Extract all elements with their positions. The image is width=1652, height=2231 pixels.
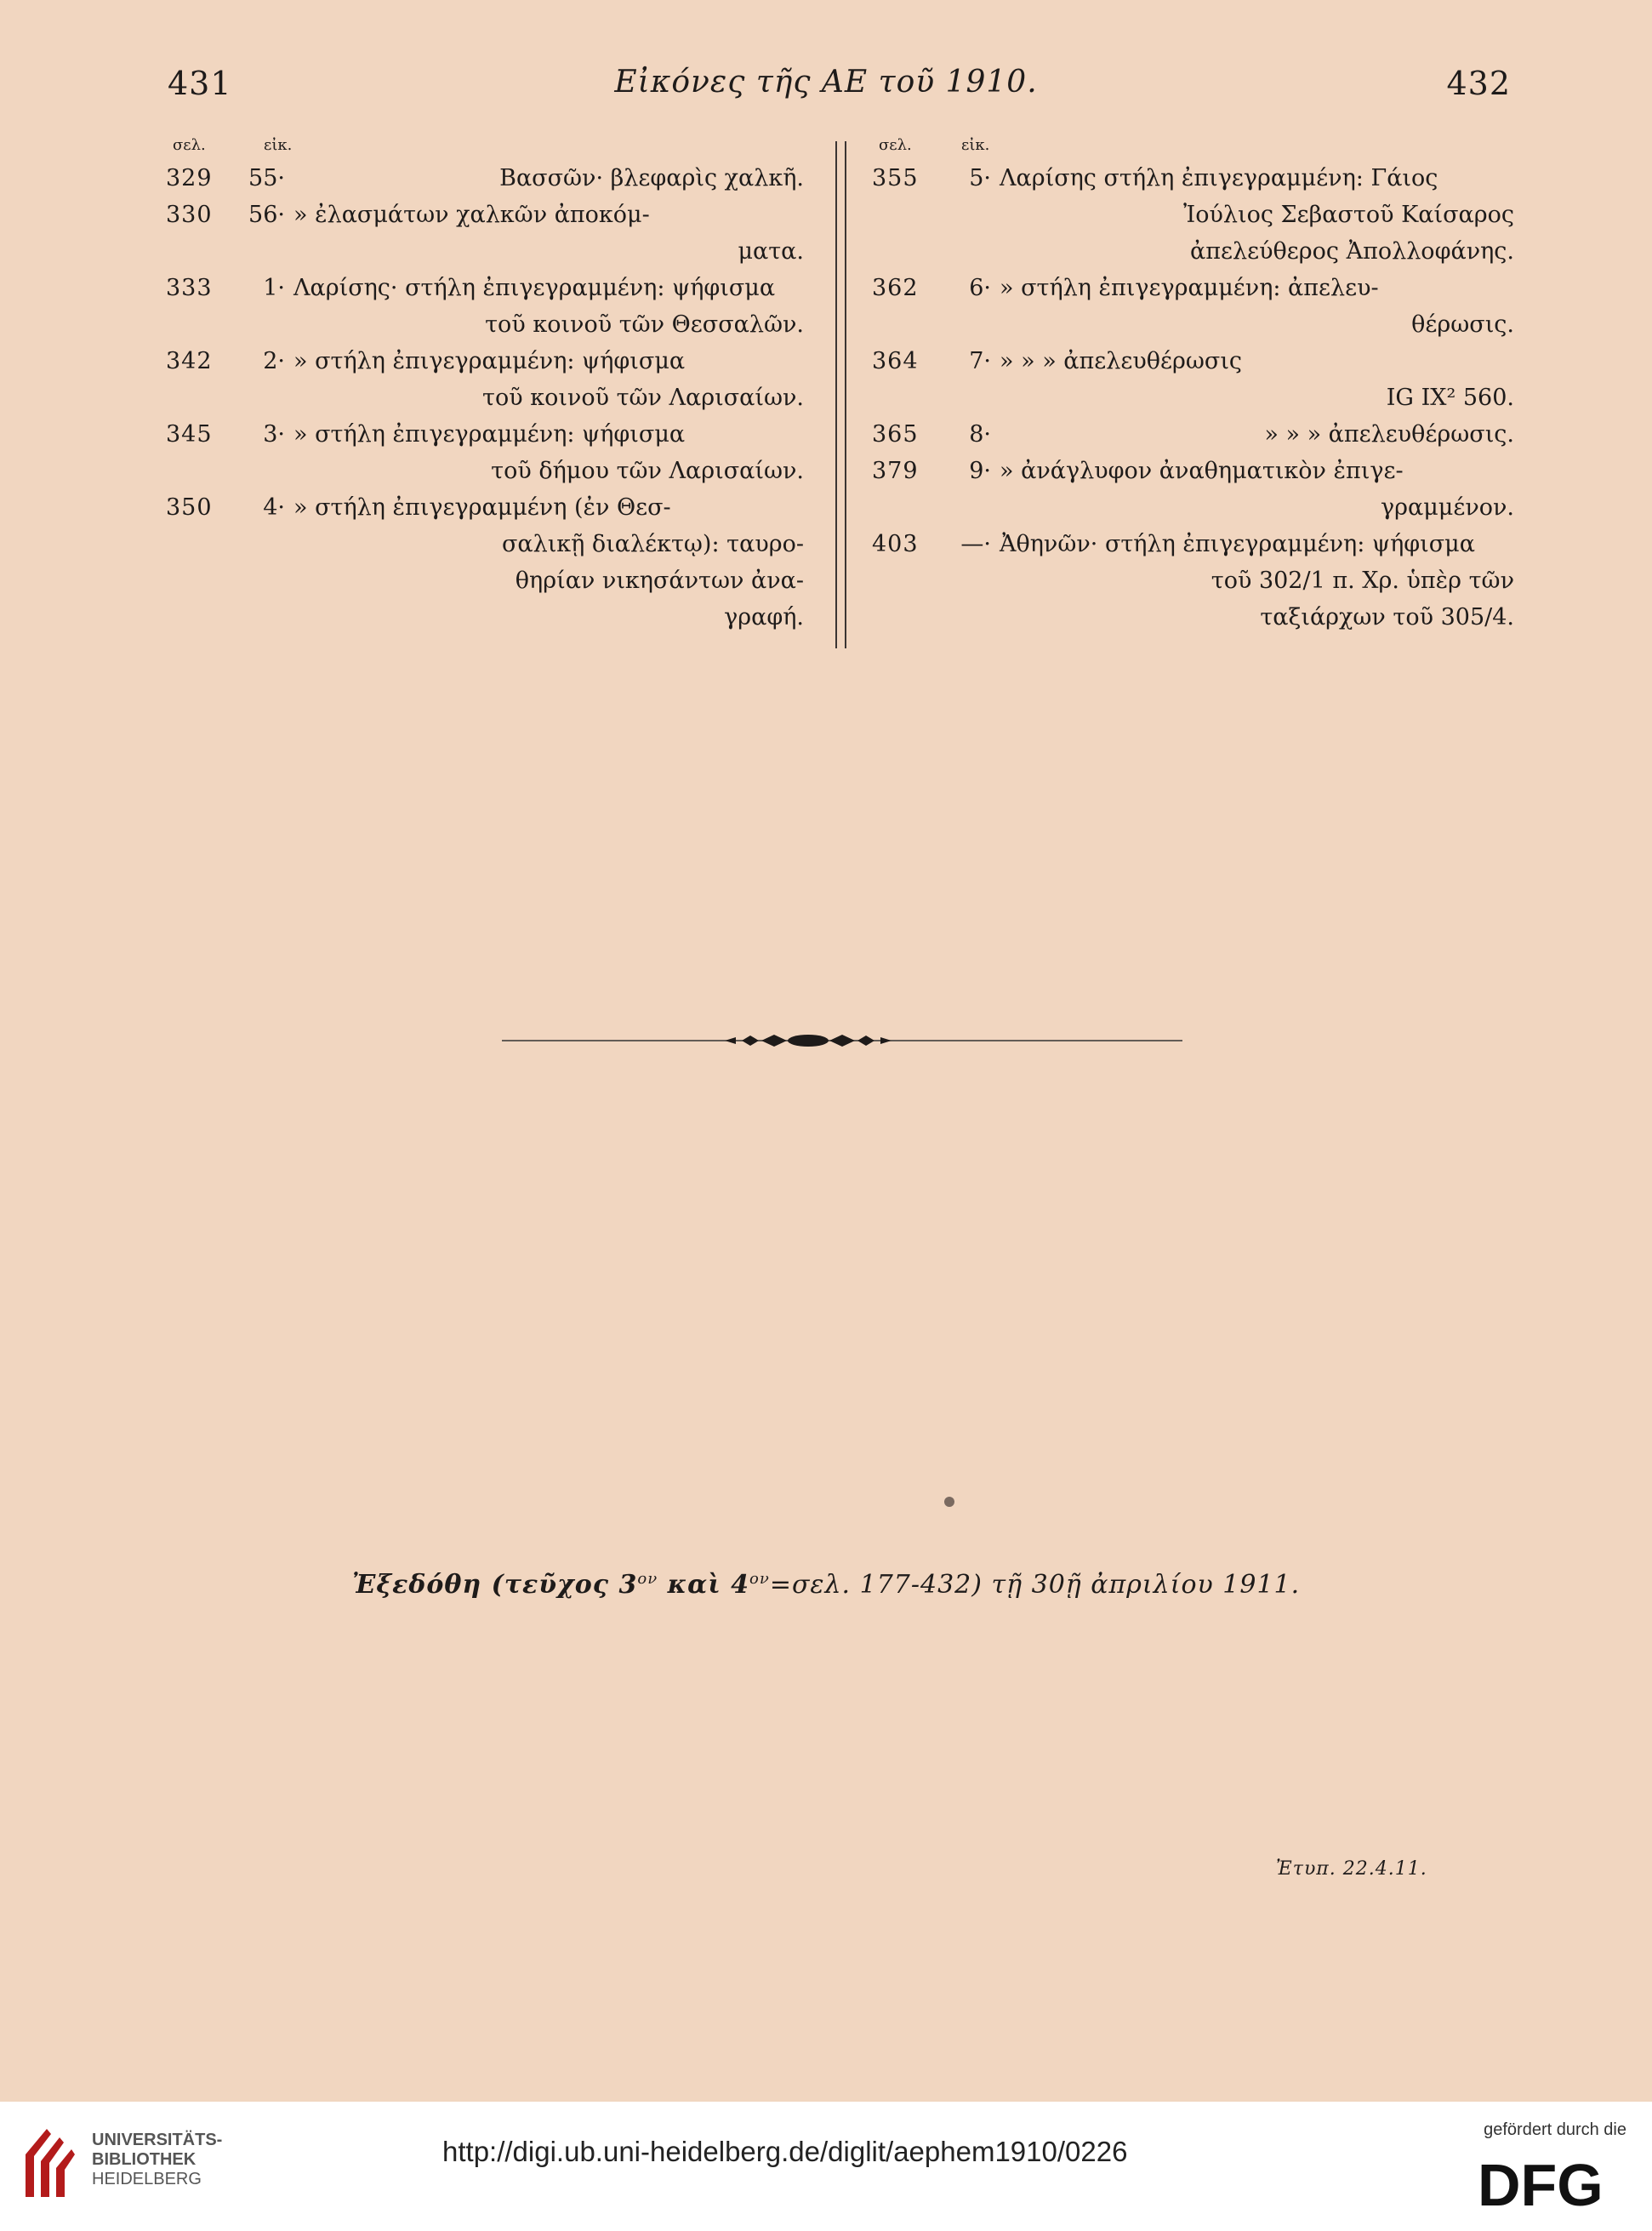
entry-line: τοῦ κοινοῦ τῶν Θεσσαλῶν. [485, 311, 804, 338]
entry-description [293, 197, 804, 270]
entry-line: θέρωσις. [1411, 311, 1514, 338]
index-entry [872, 453, 1514, 526]
entry-figure-number: 7· [969, 348, 991, 374]
entry-line: ἀπελεύθερος Ἀπολλοφάνης. [1190, 238, 1514, 265]
entry-description [293, 489, 804, 636]
entry-page-number: 330 [166, 202, 213, 228]
entry-line: τοῦ 302/1 π. Χρ. ὑπὲρ τῶν [1211, 568, 1514, 594]
entry-line: » στήλη ἐπιγεγραμμένη (ἐν Θεσ- [293, 494, 671, 521]
left-column-header [166, 136, 804, 160]
column-separator [835, 141, 846, 648]
entry-page-number: 364 [872, 348, 919, 374]
entry-description [293, 160, 804, 197]
library-name: UNIVERSITÄTS- BIBLIOTHEK HEIDELBERG [92, 2131, 223, 2188]
entry-line: » ἐλασμάτων χαλκῶν ἀποκόμ- [293, 202, 650, 228]
entry-description [293, 343, 804, 416]
index-entry [872, 526, 1514, 636]
digitization-footer [0, 2102, 1652, 2231]
entry-page-number: 342 [166, 348, 213, 374]
entry-line: » » » ἀπελευθέρωσις. [1264, 421, 1514, 448]
svg-text:DFG: DFG [1478, 2153, 1604, 2212]
entry-line: ταξιάρχων τοῦ 305/4. [1260, 604, 1514, 630]
entry-line: ματα. [738, 238, 804, 265]
index-entry [166, 416, 804, 489]
entry-figure-number: 4· [263, 494, 285, 521]
entry-description [1000, 270, 1514, 343]
index-entry [872, 343, 1514, 416]
funding-label: gefördert durch die [1484, 2120, 1626, 2139]
entry-description [1000, 453, 1514, 526]
index-entry [166, 197, 804, 270]
entry-line: IG IX² 560. [1386, 385, 1514, 411]
index-entry [166, 160, 804, 197]
entry-line: Λαρίσης· στήλη ἐπιγεγραμμένη: ψήφισμα [293, 275, 776, 301]
entry-figure-number: 56· [248, 202, 285, 228]
entry-page-number: 345 [166, 421, 213, 448]
right-page-number: 432 [1446, 65, 1511, 102]
entry-page-number: 329 [166, 165, 213, 191]
entry-figure-number: 8· [969, 421, 991, 448]
entry-line: » ἀνάγλυφον ἀναθηματικὸν ἐπιγε- [1000, 458, 1404, 484]
entry-figure-number: 2· [263, 348, 285, 374]
entry-page-number: 379 [872, 458, 919, 484]
entry-description [1000, 416, 1514, 453]
entry-figure-number: 55· [248, 165, 285, 191]
left-index-column [166, 136, 804, 636]
figure-column-label: εἰκ. [264, 136, 293, 154]
entry-page-number: 403 [872, 531, 919, 557]
entry-line: τοῦ δήμου τῶν Λαρισαίων. [491, 458, 804, 484]
entry-line: Λαρίσης στήλη ἐπιγεγραμμένη: Γάιος [1000, 165, 1438, 191]
index-entry [872, 270, 1514, 343]
index-entry [872, 160, 1514, 270]
entry-description [1000, 343, 1514, 416]
entry-figure-number: 1· [263, 275, 285, 301]
entry-description [1000, 160, 1514, 270]
entry-line: » στήλη ἐπιγεγραμμένη: ψήφισμα [293, 421, 686, 448]
entry-description [293, 270, 804, 343]
index-entry [166, 343, 804, 416]
page-column-label: σελ. [173, 136, 206, 154]
entry-line: τοῦ κοινοῦ τῶν Λαρισαίων. [482, 385, 804, 411]
entry-figure-number: 9· [969, 458, 991, 484]
right-column-header [872, 136, 1514, 160]
entry-line: γραφή. [724, 604, 804, 630]
dfg-logo [1478, 2153, 1626, 2212]
university-library-logo-icon [17, 2120, 77, 2205]
index-entry [872, 416, 1514, 453]
left-page-number: 431 [168, 65, 232, 102]
printer-date: Ἐτυπ. 22.4.11. [1276, 1858, 1427, 1880]
publication-note: Ἐξεδόθη (τεῦχος $3^{o\nu}$ καὶ $4^{o\nu}=\sigma\varepsilon\lambda$. 177-432) τῇ 30ῇ ἀπριλίου 1911. [351, 1570, 1301, 1600]
ornamental-divider [502, 1028, 1182, 1053]
speck [944, 1497, 954, 1507]
entry-figure-number: 5· [969, 165, 991, 191]
entry-page-number: 365 [872, 421, 919, 448]
entry-line: » » » ἀπελευθέρωσις [1000, 348, 1243, 374]
index-entry [166, 270, 804, 343]
entry-line: Βασσῶν· βλεφαρὶς χαλκῆ. [499, 165, 804, 191]
entry-page-number: 355 [872, 165, 919, 191]
entry-line: θηρίαν νικησάντων ἀνα- [515, 568, 804, 594]
entry-page-number: 333 [166, 275, 213, 301]
entry-figure-number: 6· [969, 275, 991, 301]
entry-description [1000, 526, 1514, 636]
right-index-column [872, 136, 1514, 636]
figure-column-label: εἰκ. [961, 136, 990, 154]
entry-line: γραμμένον. [1381, 494, 1514, 521]
index-entry [166, 489, 804, 636]
entry-line: » στήλη ἐπιγεγραμμένη: ἀπελευ- [1000, 275, 1379, 301]
entry-description [293, 416, 804, 489]
entry-line: Ἀθηνῶν· στήλη ἐπιγεγραμμένη: ψήφισμα [1000, 531, 1475, 557]
entry-figure-number: 3· [263, 421, 285, 448]
entry-figure-number: —· [960, 531, 991, 557]
page-column-label: σελ. [879, 136, 912, 154]
entry-page-number: 362 [872, 275, 919, 301]
entry-page-number: 350 [166, 494, 213, 521]
source-url[interactable]: http://digi.ub.uni-heidelberg.de/diglit/aephem1910/0226 [442, 2136, 1128, 2167]
entry-line: σαλικῇ διαλέκτῳ): ταυρο- [501, 531, 804, 557]
page-title: Εἰκόνες τῆς ΑΕ τοῦ 1910. [614, 65, 1038, 100]
entry-line: Ἰούλιος Σεβαστοῦ Καίσαρος [1183, 202, 1514, 228]
entry-line: » στήλη ἐπιγεγραμμένη: ψήφισμα [293, 348, 686, 374]
